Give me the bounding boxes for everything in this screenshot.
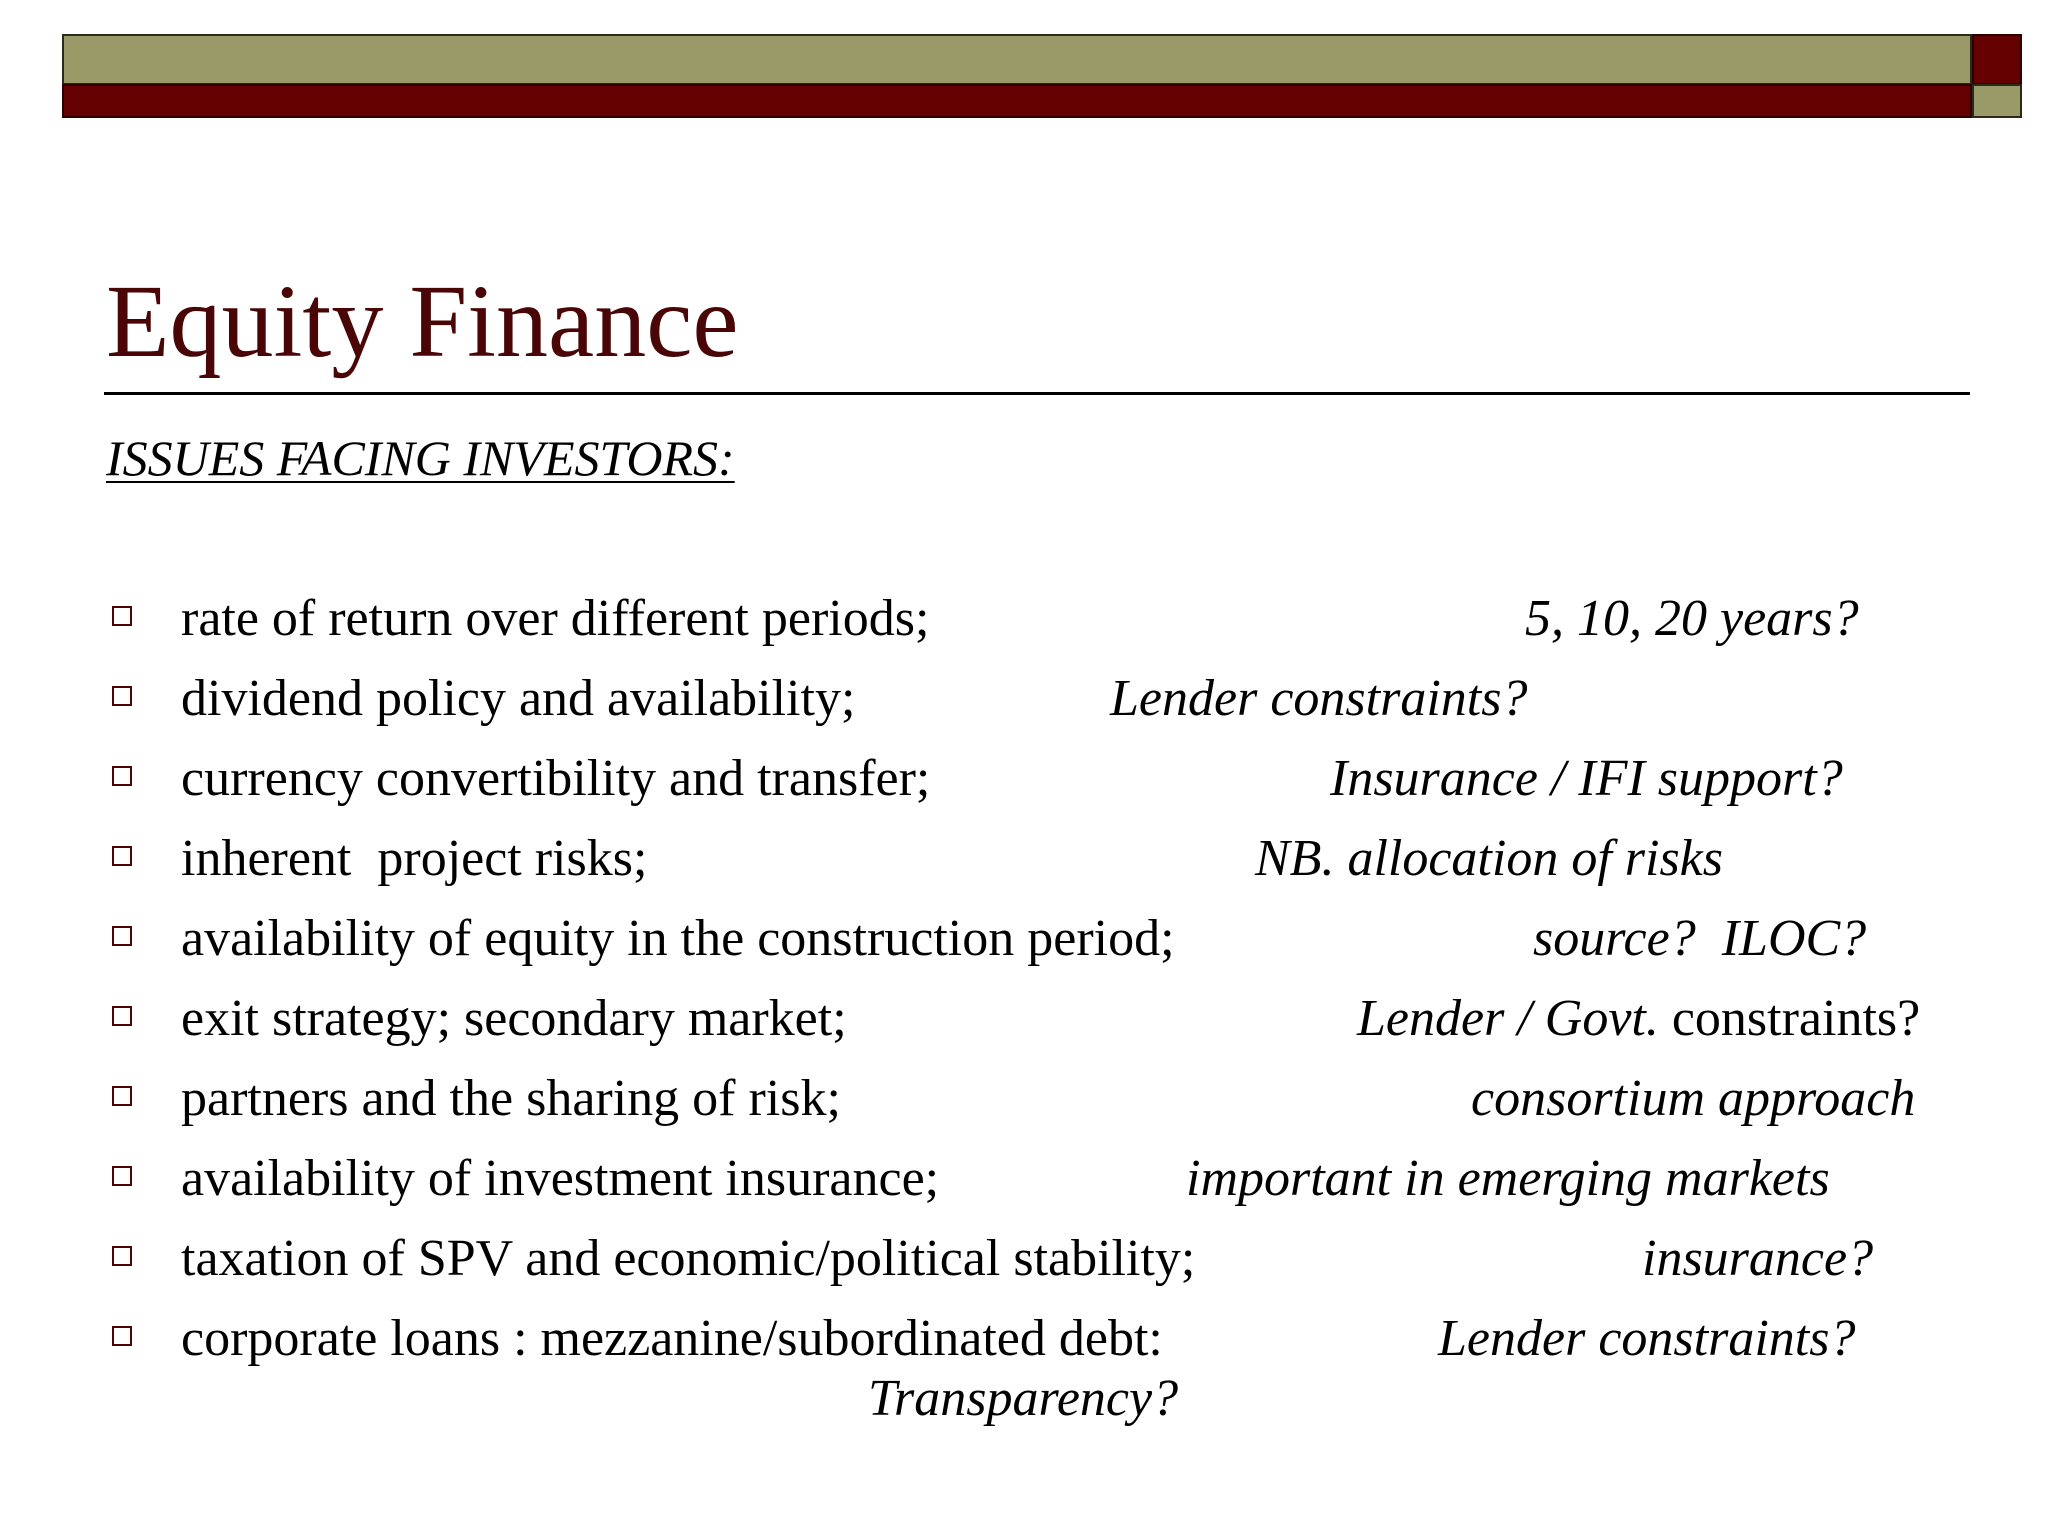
list-item-note: insurance? <box>1642 1230 1874 1287</box>
hollow-square-bullet-icon <box>112 1006 132 1026</box>
list-item-note: source? ILOC? <box>1533 910 1867 967</box>
list-item-text: partners and the sharing of risk; <box>181 1070 841 1127</box>
hollow-square-bullet-icon <box>112 1086 132 1106</box>
list-item-note: 5, 10, 20 years? <box>1525 590 1859 647</box>
list-item-note: consortium approach <box>1471 1070 1916 1127</box>
hollow-square-bullet-icon <box>112 606 132 626</box>
list-item-text: corporate loans : mezzanine/subordinated debt: <box>181 1310 1163 1367</box>
list-item-note: Insurance / IFI support? <box>1330 750 1843 807</box>
list-item <box>0 586 2048 656</box>
header-corner-maroon-block <box>1972 34 2022 85</box>
list-item-text: taxation of SPV and economic/political stability; <box>181 1230 1196 1287</box>
hollow-square-bullet-icon <box>112 1326 132 1346</box>
list-item <box>0 1226 2048 1296</box>
list-item-text: currency convertibility and transfer; <box>181 750 931 807</box>
list-item <box>0 746 2048 816</box>
list-item-text: rate of return over different periods; <box>181 590 930 647</box>
list-item-text: inherent project risks; <box>181 830 648 887</box>
list-item-note-upright: constraints? <box>1658 990 1921 1047</box>
hollow-square-bullet-icon <box>112 1246 132 1266</box>
list-item-text: availability of equity in the construction period; <box>181 910 1175 967</box>
header-corner-olive-block <box>1972 84 2022 118</box>
list-item <box>0 826 2048 896</box>
hollow-square-bullet-icon <box>112 1166 132 1186</box>
hollow-square-bullet-icon <box>112 686 132 706</box>
title-divider <box>104 392 1970 395</box>
section-subheading: ISSUES FACING INVESTORS: <box>106 430 735 486</box>
hollow-square-bullet-icon <box>112 926 132 946</box>
hollow-square-bullet-icon <box>112 766 132 786</box>
list-item <box>0 906 2048 976</box>
list-item-note-italic: Lender / Govt. <box>1357 990 1659 1047</box>
list-item-note-continuation: Transparency? <box>868 1370 1179 1427</box>
header-maroon-bar <box>62 84 1972 118</box>
list-item-note <box>1357 986 1920 1052</box>
list-item-note: NB. allocation of risks <box>1255 830 1723 887</box>
list-item <box>0 986 2048 1056</box>
list-item-text: availability of investment insurance; <box>181 1150 940 1207</box>
list-item-note: Lender constraints? <box>1438 1310 1856 1367</box>
list-item <box>0 666 2048 736</box>
list-item <box>0 1066 2048 1136</box>
slide-title: Equity Finance <box>106 264 739 379</box>
list-item <box>0 1146 2048 1216</box>
header-olive-bar <box>62 34 1972 85</box>
list-item-note: Lender constraints? <box>1110 670 1528 727</box>
hollow-square-bullet-icon <box>112 846 132 866</box>
list-item-note: important in emerging markets <box>1186 1150 1830 1207</box>
list-item-text: dividend policy and availability; <box>181 670 856 727</box>
list-item-text: exit strategy; secondary market; <box>181 990 847 1047</box>
